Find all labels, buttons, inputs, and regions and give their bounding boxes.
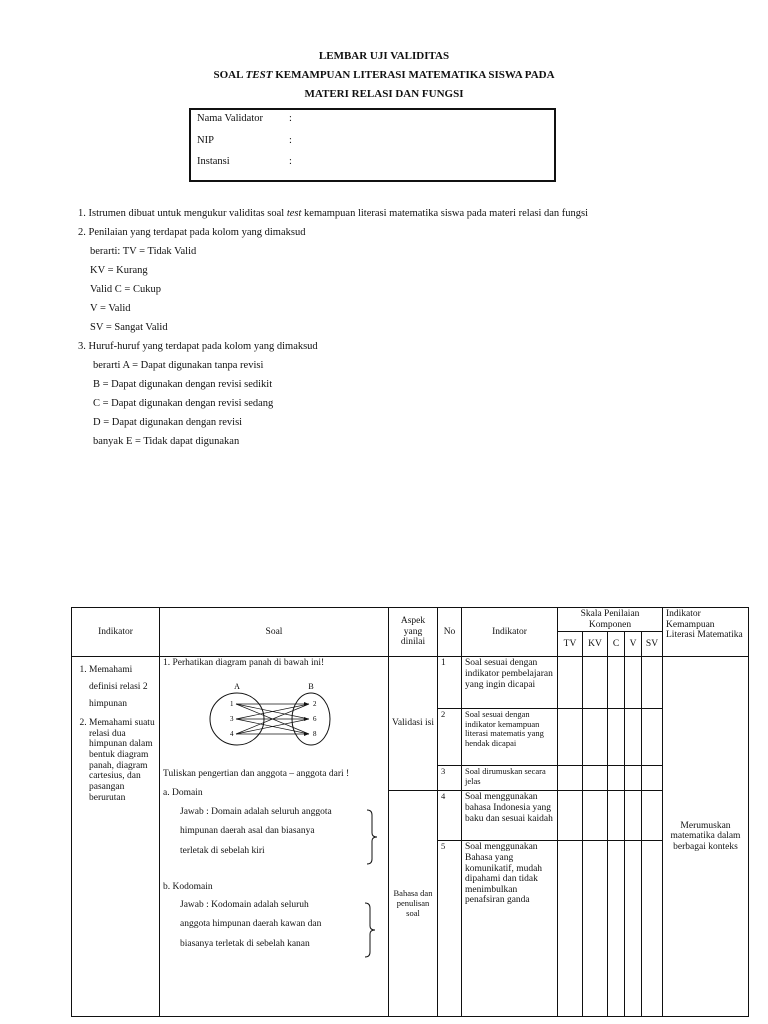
row-no: 2 <box>438 709 462 766</box>
row-indikator: Soal sesuai dengan indikator pembelajaran yang ingin dicapai <box>462 657 558 709</box>
score-cell[interactable] <box>642 709 663 766</box>
validator-nip-row: NIP : <box>197 135 292 146</box>
score-cell[interactable] <box>608 709 625 766</box>
score-cell[interactable] <box>558 766 583 791</box>
aspek-bahasa: Bahasa dan penulisan soal <box>389 791 438 1017</box>
indikator-cell <box>72 657 160 1017</box>
validator-name-row: Nama Validator : <box>197 113 292 124</box>
score-cell[interactable] <box>625 657 642 709</box>
indikator-item: 2. Memahami suatu relasi dua himpunan dalam bentuk diagram panah, diagram cartesius, dan pasangan berurutan <box>89 718 156 803</box>
row-indikator: Soal menggunakan Bahasa yang komunikatif, mudah dipahami dan tidak menimbulkan penafsiran ganda <box>462 841 558 1017</box>
domain-answer: terletak di sebelah kiri <box>180 846 265 857</box>
brace-icon <box>365 809 379 865</box>
instruction-2-line: Valid C = Cukup <box>90 284 161 295</box>
header-scale-v: V <box>625 632 642 657</box>
row-indikator: Soal sesuai dengan indikator kemampuan literasi matematis yang hendak dicapai <box>462 709 558 766</box>
doc-subtitle: SOAL TEST KEMAMPUAN LITERASI MATEMATIKA SISWA PADA <box>213 69 555 81</box>
score-cell[interactable] <box>583 709 608 766</box>
instruction-3-line: D = Dapat digunakan dengan revisi <box>93 417 243 428</box>
score-cell[interactable] <box>583 791 608 841</box>
instruction-2-line: berarti: TV = Tidak Valid <box>90 246 197 257</box>
codomain-label: b. Kodomain <box>163 882 213 893</box>
domain-value: 3 <box>230 715 234 724</box>
header-no: No <box>438 608 462 657</box>
header-aspek: Aspek yang dinilai <box>389 608 438 657</box>
score-cell[interactable] <box>558 657 583 709</box>
instruction-2-line: KV = Kurang <box>90 265 148 276</box>
validator-institution-row: Instansi : <box>197 156 292 167</box>
row-indikator: Soal dirumuskan secara jelas <box>462 766 558 791</box>
aspek-validasi: Validasi isi <box>389 657 438 791</box>
score-cell[interactable] <box>608 766 625 791</box>
instruction-2: 2. Penilaian yang terdapat pada kolom yang dimaksud <box>78 227 306 238</box>
score-cell[interactable] <box>608 657 625 709</box>
instruction-3-line: C = Dapat digunakan dengan revisi sedang <box>93 398 274 409</box>
codomain-value: 6 <box>313 715 317 724</box>
codomain-answer: biasanya terletak di sebelah kanan <box>180 939 310 950</box>
header-kemampuan: Indikator Kemampuan Literasi Matematika <box>663 608 749 657</box>
soal-instruction: Tuliskan pengertian dan anggota – anggota dari ! <box>163 769 350 780</box>
score-cell[interactable] <box>642 657 663 709</box>
score-cell[interactable] <box>608 791 625 841</box>
instruction-3-line: B = Dapat digunakan dengan revisi sedikit <box>93 379 273 390</box>
validation-table <box>71 607 749 1017</box>
domain-answer: himpunan daerah asal dan biasanya <box>180 826 315 837</box>
codomain-value: 2 <box>313 700 317 709</box>
instruction-3-line: berarti A = Dapat digunakan tanpa revisi <box>93 360 264 371</box>
doc-subtitle-2: MATERI RELASI DAN FUNGSI <box>304 88 464 100</box>
codomain-value: 8 <box>313 730 317 739</box>
row-no: 3 <box>438 766 462 791</box>
instruction-2-line: V = Valid <box>90 303 131 314</box>
score-cell[interactable] <box>558 841 583 1017</box>
score-cell[interactable] <box>583 841 608 1017</box>
header-scale-tv: TV <box>558 632 583 657</box>
row-no: 5 <box>438 841 462 1017</box>
row-no: 4 <box>438 791 462 841</box>
row-indikator: Soal menggunakan bahasa Indonesia yang baku dan sesuai kaidah <box>462 791 558 841</box>
validator-identity-box <box>189 108 556 182</box>
set-a-label: A <box>234 682 240 692</box>
score-cell[interactable] <box>583 657 608 709</box>
header-scale-kv: KV <box>583 632 608 657</box>
header-indikator-2: Indikator <box>462 608 558 657</box>
score-cell[interactable] <box>558 709 583 766</box>
score-cell[interactable] <box>625 709 642 766</box>
doc-title: LEMBAR UJI VALIDITAS <box>318 50 450 62</box>
header-skala: Skala Penilaian Komponen <box>558 608 663 632</box>
header-indikator: Indikator <box>72 608 160 657</box>
instruction-1: 1. Istrumen dibuat untuk mengukur validitas soal test kemampuan literasi matematika siswa pada materi relasi dan fungsi <box>78 208 589 219</box>
codomain-answer: anggota himpunan daerah kawan dan <box>180 919 322 930</box>
score-cell[interactable] <box>583 766 608 791</box>
score-cell[interactable] <box>625 791 642 841</box>
domain-value: 1 <box>230 700 234 709</box>
kemampuan-cell: Merumuskan matematika dalam berbagai konteks <box>663 657 749 1017</box>
score-cell[interactable] <box>625 841 642 1017</box>
score-cell[interactable] <box>608 841 625 1017</box>
instruction-3: 3. Huruf-huruf yang terdapat pada kolom yang dimaksud <box>78 341 318 352</box>
score-cell[interactable] <box>558 791 583 841</box>
brace-icon <box>363 902 377 958</box>
codomain-answer: Jawab : Kodomain adalah seluruh <box>180 900 309 911</box>
soal-question: 1. Perhatikan diagram panah di bawah ini! <box>163 658 325 669</box>
arrow-diagram <box>205 679 345 749</box>
domain-answer: Jawab : Domain adalah seluruh anggota <box>180 807 332 818</box>
header-scale-sv: SV <box>642 632 663 657</box>
instruction-3-line: banyak E = Tidak dapat digunakan <box>93 436 240 447</box>
instruction-2-line: SV = Sangat Valid <box>90 322 168 333</box>
row-no: 1 <box>438 657 462 709</box>
score-cell[interactable] <box>642 791 663 841</box>
header-scale-c: C <box>608 632 625 657</box>
domain-label: a. Domain <box>163 788 203 799</box>
set-b-label: B <box>308 682 314 692</box>
header-soal: Soal <box>160 608 389 657</box>
soal-cell <box>160 657 389 1017</box>
score-cell[interactable] <box>642 841 663 1017</box>
score-cell[interactable] <box>642 766 663 791</box>
indikator-item: 1. Memahami definisi relasi 2 himpunan <box>89 662 156 712</box>
domain-value: 4 <box>230 730 234 739</box>
score-cell[interactable] <box>625 766 642 791</box>
